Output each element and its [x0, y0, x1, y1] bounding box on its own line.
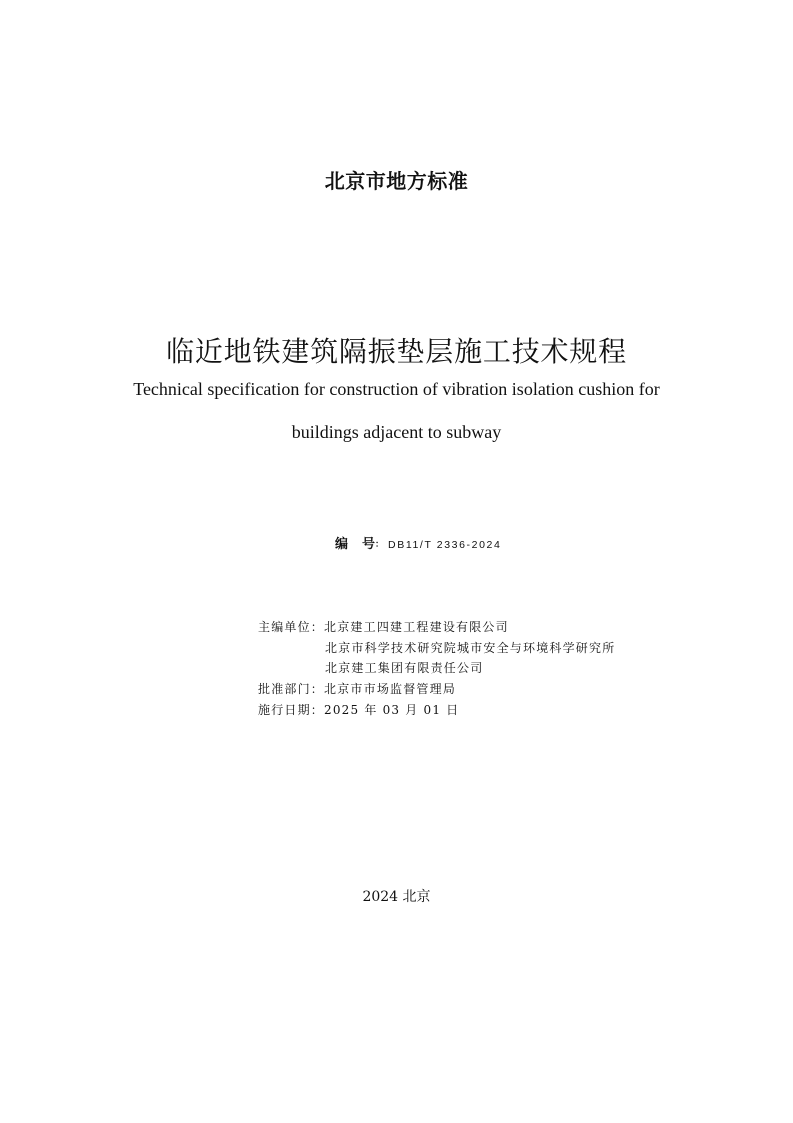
code-separator: ：	[375, 540, 385, 550]
document-title-english-line-1: Technical specification for construction of vibration isolation cushion for	[133, 379, 660, 399]
editor-unit-2: 北京市科学技术研究院城市安全与环境科学研究所	[325, 641, 616, 655]
approver-label: 批准部门：	[258, 682, 325, 696]
standard-code-value: DB11/T 2336-2024	[388, 539, 502, 551]
code-label-first-char: 编	[335, 537, 349, 552]
editor-unit-line	[258, 619, 509, 635]
code-label-second-char: 号	[362, 537, 376, 552]
approver-line	[258, 681, 456, 697]
editor-unit-3: 北京建工集团有限责任公司	[325, 661, 484, 675]
document-title-english-line-2: buildings adjacent to subway	[291, 422, 502, 442]
effective-date-value: 2025 年 03 月 01 日	[324, 703, 460, 717]
publication-year-place: 2024 北京	[362, 889, 431, 905]
effective-date-label: 施行日期：	[258, 703, 325, 717]
editor-label: 主编单位：	[258, 620, 325, 634]
approver-value: 北京市市场监督管理局	[324, 682, 457, 696]
document-title-chinese: 临近地铁建筑隔振垫层施工技术规程	[166, 335, 627, 368]
standard-code-row	[335, 536, 501, 554]
effective-date-line	[258, 702, 459, 718]
editor-unit-1: 北京建工四建工程建设有限公司	[324, 620, 509, 634]
standard-type-heading: 北京市地方标准	[324, 169, 469, 193]
